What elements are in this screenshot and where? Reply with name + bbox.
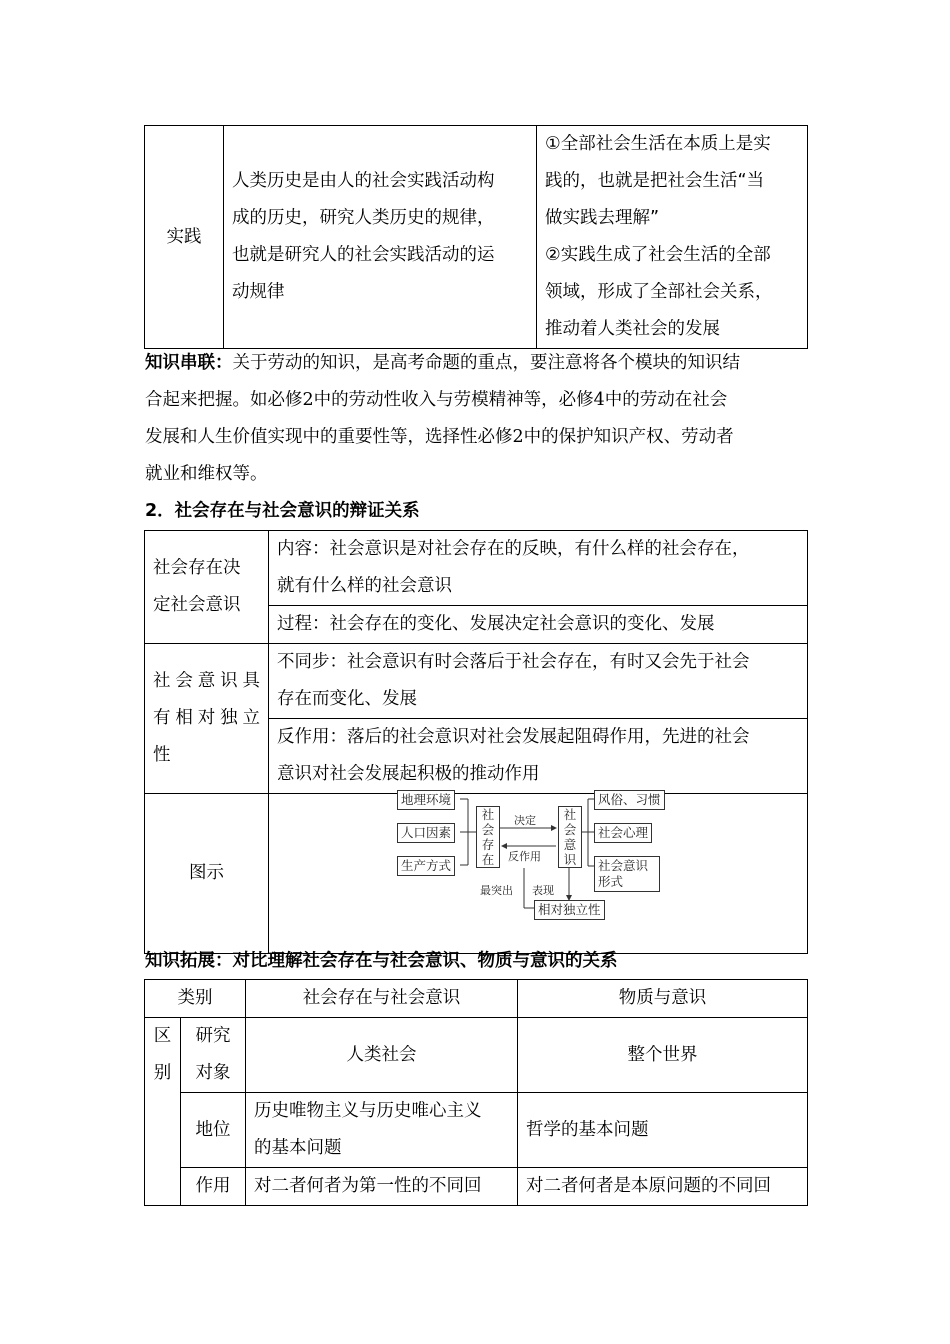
independence-label-line: 社会意识具 <box>153 671 260 691</box>
knowledge-ext-line <box>145 943 807 980</box>
decide-label: 决定 <box>514 814 536 827</box>
determine-label-line: 定社会意识 <box>153 595 241 615</box>
knowledge-link-line-3: 发展和人生价值实现中的重要性等，选择性必修2中的保护知识产权、劳动者 <box>145 427 734 447</box>
asynchrony-line: 存在而变化、发展 <box>277 689 417 709</box>
row-name-line: 对象 <box>195 1063 231 1083</box>
most-prominent-label: 最突出 <box>480 884 513 897</box>
social-existence-char: 存 <box>481 837 495 852</box>
header-matter-consciousness: 物质与意识 <box>518 980 808 1018</box>
knowledge-link-text: 关于劳动的知识，是高考命题的重点，要注意将各个模块的知识结 <box>232 353 740 373</box>
difference-group-char: 区 <box>153 1026 172 1046</box>
social-existence-char: 在 <box>481 852 495 867</box>
social-consciousness-char: 意 <box>563 837 577 852</box>
ideology-form-box: 社会意识形式 <box>594 856 660 892</box>
practice-middle-line: 动规律 <box>232 282 285 302</box>
knowledge-ext-label: 知识拓展： <box>145 951 233 971</box>
population-box: 人口因素 <box>397 823 455 843</box>
header-category: 类别 <box>145 980 246 1018</box>
production-box: 生产方式 <box>397 856 455 876</box>
independence-label-line: 性 <box>153 745 171 765</box>
knowledge-link-line-4: 就业和维权等。 <box>145 464 268 484</box>
status-existence <box>246 1093 518 1168</box>
status-matter: 哲学的基本问题 <box>518 1093 808 1168</box>
knowledge-link-line-2: 合起来把握。如必修2中的劳动性收入与劳模精神等，必修4中的劳动在社会 <box>145 390 728 410</box>
row-name-function: 作用 <box>181 1168 246 1206</box>
geography-box: 地理环境 <box>397 790 455 810</box>
react-label: 反作用 <box>508 850 541 863</box>
knowledge-ext-text: 对比理解社会存在与社会意识、物质与意识的关系 <box>232 951 618 971</box>
function-matter: 对二者何者是本原问题的不同回 <box>518 1168 808 1206</box>
knowledge-link-label: 知识串联： <box>145 353 233 373</box>
header-existence-consciousness: 社会存在与社会意识 <box>246 980 518 1018</box>
practice-right-line: 践的，也就是把社会生活“当 <box>545 171 765 191</box>
practice-middle-line: 人类历史是由人的社会实践活动构 <box>232 171 495 191</box>
research-object-matter: 整个世界 <box>518 1018 808 1093</box>
practice-right-line: ②实践生成了社会生活的全部 <box>545 245 771 265</box>
social-consciousness-box <box>558 806 582 868</box>
reaction-line: 意识对社会发展起积极的推动作用 <box>277 764 540 784</box>
comparison-table <box>144 979 808 1206</box>
diagram-label-cell: 图示 <box>145 794 269 954</box>
social-consciousness-char: 识 <box>563 852 577 867</box>
practice-row-label: 实践 <box>145 126 224 349</box>
practice-right-line: 推动着人类社会的发展 <box>545 319 720 339</box>
status-existence-line: 的基本问题 <box>254 1138 342 1158</box>
difference-group-char: 别 <box>153 1063 172 1083</box>
psychology-box: 社会心理 <box>594 823 652 843</box>
practice-middle-line: 也就是研究人的社会实践活动的运 <box>232 245 495 265</box>
social-existence-char: 社 <box>481 807 495 822</box>
row-name-line: 研究 <box>195 1026 231 1046</box>
social-consciousness-char: 会 <box>563 822 577 837</box>
manifest-label: 表现 <box>532 884 554 897</box>
research-object-existence: 人类社会 <box>246 1018 518 1093</box>
difference-group-cell <box>145 1018 181 1206</box>
practice-middle-line: 成的历史，研究人类历史的规律， <box>232 208 495 228</box>
independence-label-line: 有相对独立 <box>153 708 260 728</box>
process-cell: 过程：社会存在的变化、发展决定社会意识的变化、发展 <box>269 606 808 644</box>
asynchrony-line: 不同步：社会意识有时会落后于社会存在，有时又会先于社会 <box>277 652 750 672</box>
row-name-research-object <box>181 1018 246 1093</box>
function-existence: 对二者何者为第一性的不同回 <box>246 1168 518 1206</box>
social-consciousness-char: 社 <box>563 807 577 822</box>
content-line: 就有什么样的社会意识 <box>277 576 452 596</box>
determine-label-line: 社会存在决 <box>153 558 241 578</box>
section-heading: 2．社会存在与社会意识的辩证关系 <box>145 501 420 521</box>
social-existence-char: 会 <box>481 822 495 837</box>
row-name-status: 地位 <box>181 1093 246 1168</box>
practice-right-line: 做实践去理解” <box>545 208 660 228</box>
practice-right-line: 领域，形成了全部社会关系， <box>545 282 773 302</box>
reaction-line: 反作用：落后的社会意识对社会发展起阻碍作用，先进的社会 <box>277 727 750 747</box>
social-existence-box <box>476 806 500 868</box>
relative-independence-box: 相对独立性 <box>534 900 605 920</box>
customs-box: 风俗、习惯 <box>594 790 665 810</box>
status-existence-line: 历史唯物主义与历史唯心主义 <box>254 1101 482 1121</box>
content-line: 内容：社会意识是对社会存在的反映，有什么样的社会存在， <box>277 539 750 559</box>
practice-right-line: ①全部社会生活在本质上是实 <box>545 134 771 154</box>
